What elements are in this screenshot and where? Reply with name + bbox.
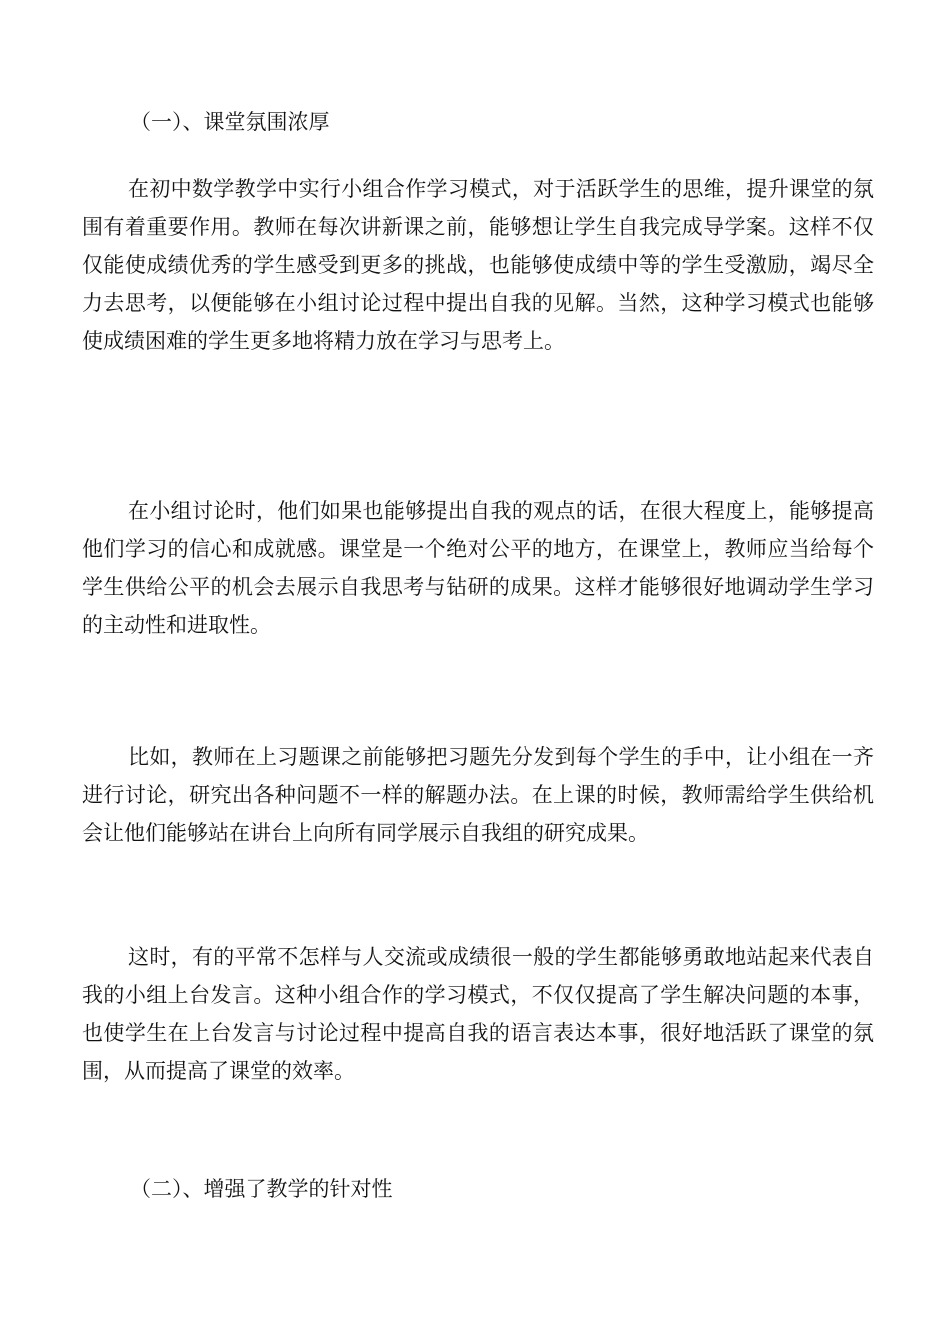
paragraph-1: 在初中数学教学中实行小组合作学习模式，对于活跃学生的思维，提升课堂的氛围有着重要作用。教师在每次讲新课之前，能够想让学生自我完成导学案。这样不仅仅能使成绩优秀的学生感受到更多的挑战，也能够使成绩中等的学生受激励，竭尽全力去思考，以便能够在小组讨论过程中提出自我的见解。当然，这种学习模式也能够使成绩困难的学生更多地将精力放在学习与思考上。	[82, 177, 874, 353]
section-heading-1: （一）、课堂氛围浓厚	[130, 110, 330, 134]
paragraph-3: 比如，教师在上习题课之前能够把习题先分发到每个学生的手中，让小组在一齐进行讨论，研究出各种问题不一样的解题办法。在上课的时候，教师需给学生供给机会让他们能够站在讲台上向所有同学展示自我组的研究成果。	[82, 745, 874, 845]
paragraph-4: 这时，有的平常不怎样与人交流或成绩很一般的学生都能够勇敢地站起来代表自我的小组上台发言。这种小组合作的学习模式，不仅仅提高了学生解决问题的本事，也使学生在上台发言与讨论过程中提高自我的语言表达本事，很好地活跃了课堂的氛围，从而提高了课堂的效率。	[82, 945, 874, 1083]
paragraph-2: 在小组讨论时，他们如果也能够提出自我的观点的话，在很大程度上，能够提高他们学习的信心和成就感。课堂是一个绝对公平的地方，在课堂上，教师应当给每个学生供给公平的机会去展示自我思考与钻研的成果。这样才能够很好地调动学生学习的主动性和进取性。	[82, 499, 874, 637]
section-heading-2: （二）、增强了教学的针对性	[130, 1177, 393, 1201]
